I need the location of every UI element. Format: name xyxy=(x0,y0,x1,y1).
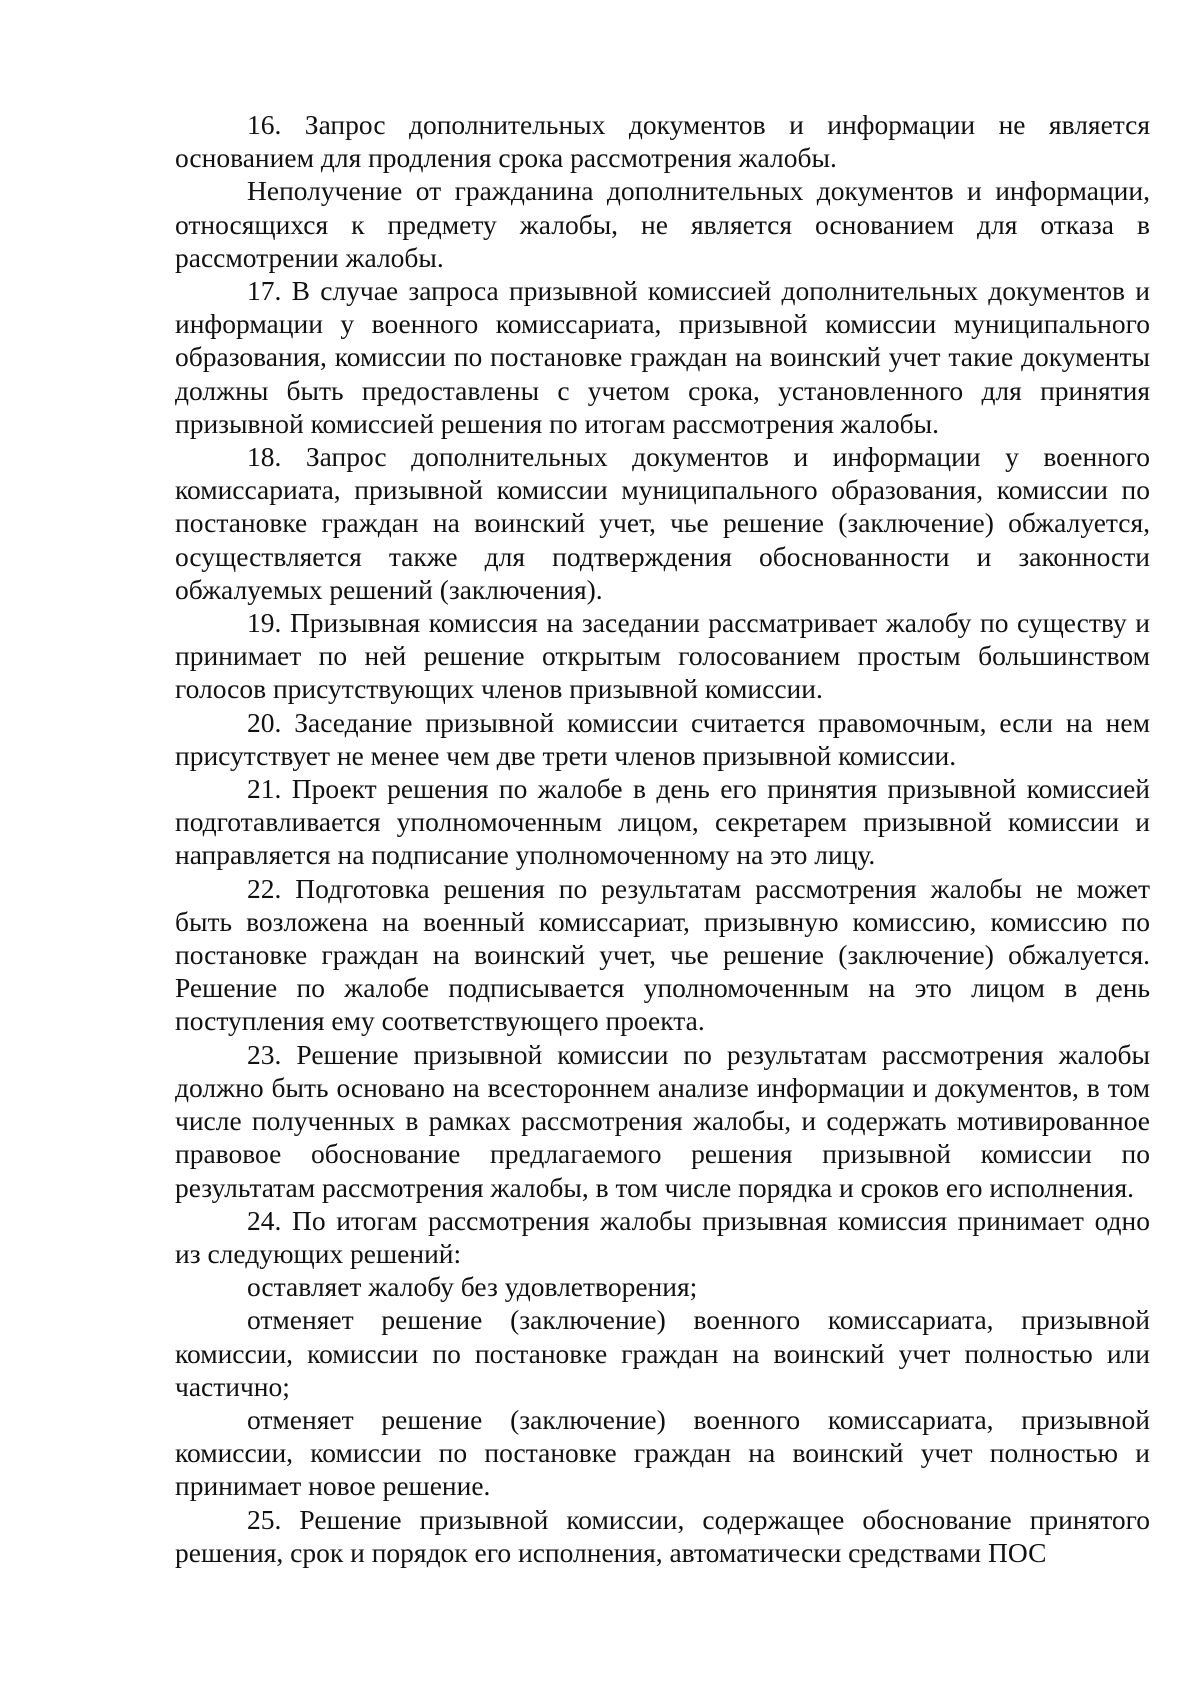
paragraph-21: 21. Проект решения по жалобе в день его принятия призывной комиссией подготавливается уполномоченным лицом, секретарем призывной комиссии и направляется на подписание уполномоченному на это лицу. xyxy=(175,773,1150,871)
paragraph-20: 20. Заседание призывной комиссии считается правомочным, если на нем присутствует не менее чем две трети членов призывной комиссии. xyxy=(175,706,1150,771)
paragraph-24-option-1: оставляет жалобу без удовлетворения; xyxy=(247,1271,698,1303)
paragraph-22: 22. Подготовка решения по результатам рассмотрения жалобы не может быть возложена на военный комиссариат, призывную комиссию, комиссию по постановке граждан на воинский учет, чье решение (заключение) обжалуется. Решение по жалобе подписывается уполномоченным на это лицом в день поступления ему соответствующего проекта. xyxy=(175,872,1150,1037)
document-page xyxy=(175,108,1150,1569)
paragraph-24: 24. По итогам рассмотрения жалобы призывная комиссия принимает одно из следующих решений: xyxy=(175,1204,1150,1269)
paragraph-16: 16. Запрос дополнительных документов и информации не является основанием для продления срока рассмотрения жалобы. xyxy=(175,109,1150,174)
paragraph-17: 17. В случае запроса призывной комиссией дополнительных документов и информации у военного комиссариата, призывной комиссии муниципального образования, комиссии по постановке граждан на воинский учет такие документы должны быть предоставлены с учетом срока, установленного для принятия призывной комиссией решения по итогам рассмотрения жалобы. xyxy=(175,275,1150,439)
paragraph-24-option-2: отменяет решение (заключение) военного комиссариата, призывной комиссии, комиссии по постановке граждан на воинский учет полностью или частично; xyxy=(175,1304,1150,1402)
paragraph-25: 25. Решение призывной комиссии, содержащее обоснование принятого решения, срок и порядок его исполнения, автоматически средствами ПОС xyxy=(175,1503,1150,1568)
paragraph-23: 23. Решение призывной комиссии по результатам рассмотрения жалобы должно быть основано на всестороннем анализе информации и документов, в том числе полученных в рамках рассмотрения жалобы, и содержать мотивированное правовое обоснование предлагаемого решения призывной комиссии по результатам рассмотрения жалобы, в том числе порядка и сроков его исполнения. xyxy=(175,1038,1150,1203)
paragraph-24-option-3: отменяет решение (заключение) военного комиссариата, призывной комиссии, комиссии по постановке граждан на воинский учет полностью и принимает новое решение. xyxy=(175,1403,1150,1502)
paragraph-18: 18. Запрос дополнительных документов и информации у военного комиссариата, призывной комиссии муниципального образования, комиссии по постановке граждан на воинский учет, чье решение (заключение) обжалуется, осуществляется также для подтверждения обоснованности и законности обжалуемых решений (заключения). xyxy=(175,441,1150,605)
paragraph-19: 19. Призывная комиссия на заседании рассматривает жалобу по существу и принимает по ней решение открытым голосованием простым большинством голосов присутствующих членов призывной комиссии. xyxy=(175,607,1150,705)
paragraph-16-continuation: Неполучение от гражданина дополнительных документов и информации, относящихся к предмету жалобы, не является основанием для отказа в рассмотрении жалобы. xyxy=(175,175,1150,273)
